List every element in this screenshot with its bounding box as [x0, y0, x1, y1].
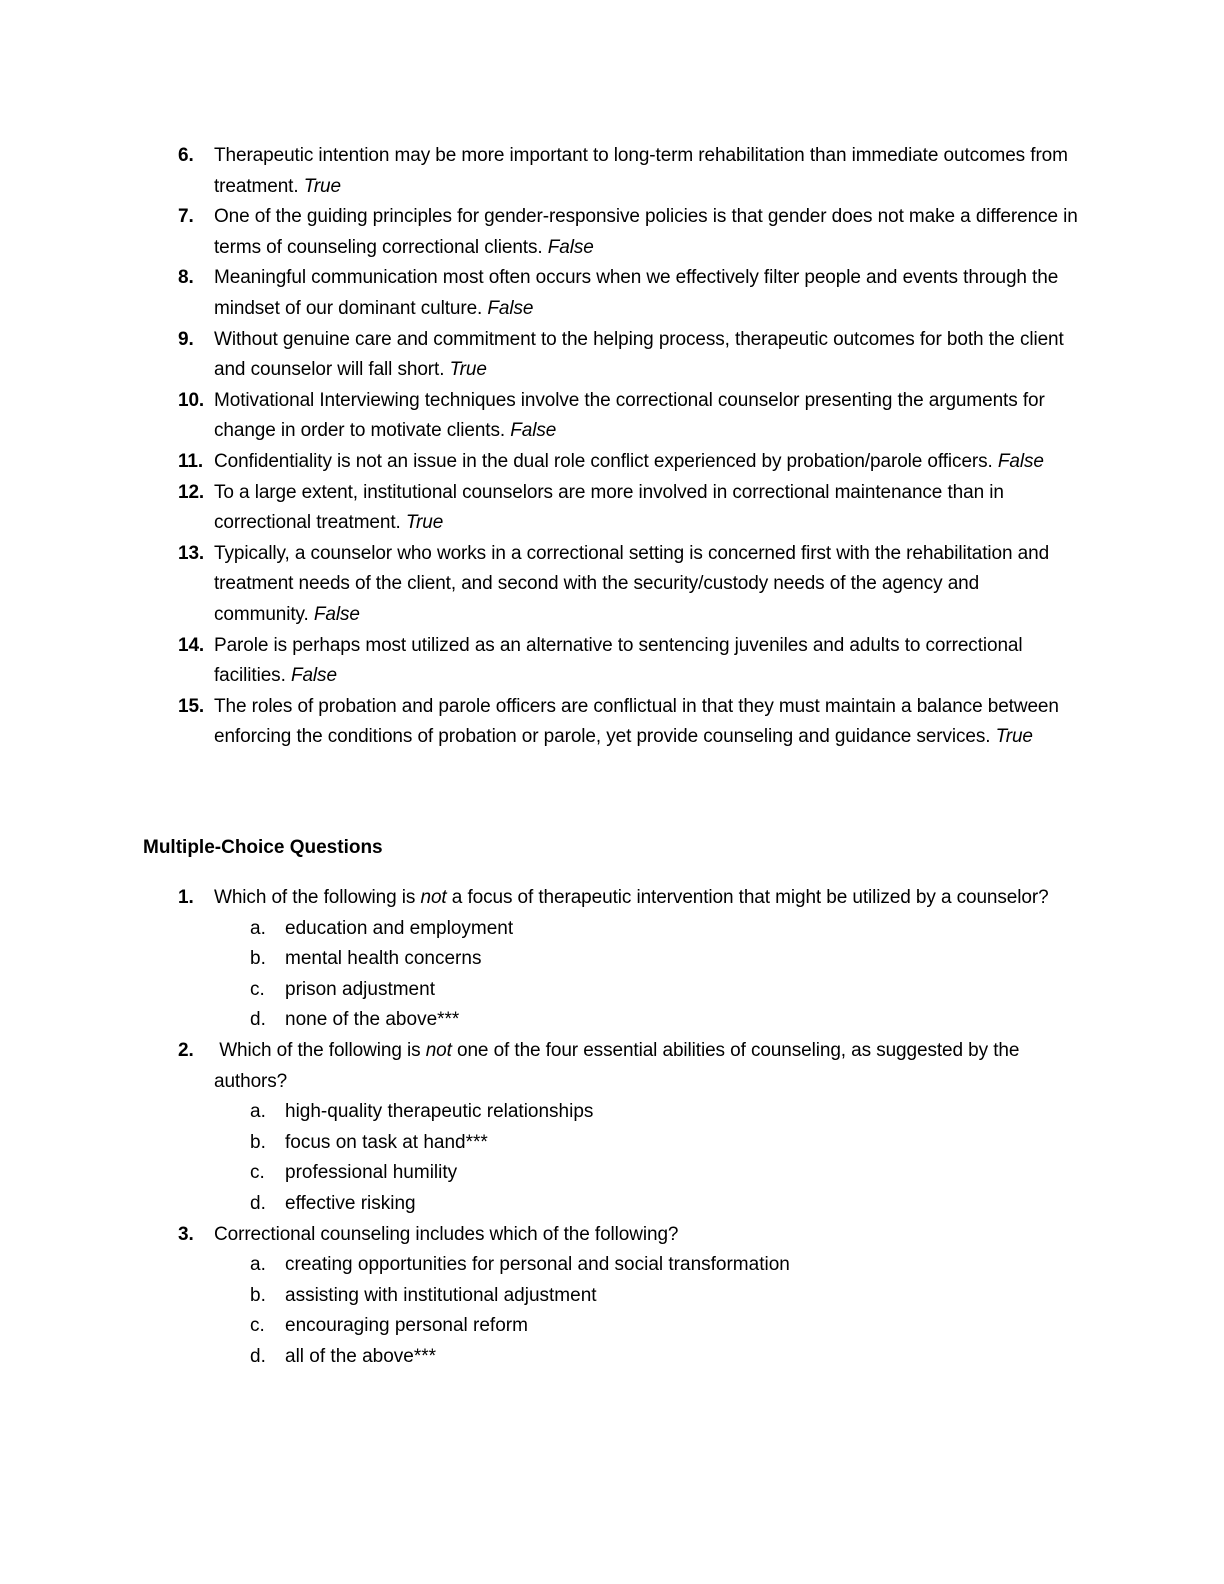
- multiple-choice-list: [178, 883, 1078, 1373]
- item-text: To a large extent, institutional counselors are more involved in correctional maintenance than in correctional treatment.: [214, 481, 1004, 534]
- answer-options: [178, 1097, 1078, 1219]
- option-text: focus on task at hand***: [285, 1131, 488, 1153]
- tf-item-8: [178, 263, 1078, 324]
- item-number: 15.: [178, 695, 205, 717]
- option-letter: d.: [250, 1192, 266, 1214]
- mc-question-1: [178, 883, 1078, 914]
- tf-item-10: [178, 386, 1078, 447]
- option-text: high-quality therapeutic relationships: [285, 1101, 594, 1123]
- item-text: Typically, a counselor who works in a correctional setting is concerned first with the rehabilitation and treatment needs of the client, and second with the security/custody needs of the agency and community.: [214, 542, 1050, 625]
- option-letter: a.: [250, 917, 266, 939]
- item-number: 10.: [178, 389, 205, 411]
- option-letter: d.: [250, 1009, 266, 1031]
- option: [178, 1342, 1078, 1373]
- option-letter: b.: [250, 948, 266, 970]
- item-number: 14.: [178, 634, 205, 656]
- option-letter: d.: [250, 1345, 266, 1367]
- option: [178, 1005, 1078, 1036]
- option-text: creating opportunities for personal and social transformation: [285, 1254, 790, 1276]
- tf-item-9: [178, 325, 1078, 386]
- item-answer: True: [995, 726, 1033, 748]
- question-number: 2.: [178, 1039, 194, 1061]
- question-text-start: Correctional counseling includes which of the following?: [214, 1223, 679, 1245]
- question-text-start: Which of the following is: [214, 887, 421, 908]
- option-text: mental health concerns: [285, 948, 482, 970]
- option-text: education and employment: [285, 917, 514, 939]
- answer-options: [178, 1250, 1078, 1372]
- option-letter: c.: [250, 1162, 265, 1184]
- question-number: 1.: [178, 887, 194, 908]
- item-answer: False: [997, 450, 1044, 472]
- item-answer: False: [313, 603, 360, 625]
- tf-item-7: [178, 202, 1078, 263]
- item-number: 12.: [178, 481, 205, 503]
- option-text: professional humility: [285, 1162, 458, 1184]
- item-text: The roles of probation and parole officers are conflictual in that they must maintain a balance between enforcing the conditions of probation or parole, yet provide counseling and guidance services.: [214, 695, 1059, 748]
- item-text: Parole is perhaps most utilized as an alternative to sentencing juveniles and adults to correctional facilities.: [214, 634, 1023, 687]
- item-text: Therapeutic intention may be more important to long-term rehabilitation than immediate outcomes from treatment.: [214, 145, 1068, 197]
- item-answer: False: [487, 297, 534, 319]
- tf-item-11: [178, 447, 1078, 478]
- option-text: prison adjustment: [285, 978, 435, 1000]
- option-text: assisting with institutional adjustment: [285, 1284, 597, 1306]
- tf-item-6: [178, 141, 1078, 202]
- item-answer: True: [405, 512, 444, 534]
- item-answer: False: [290, 665, 337, 687]
- option: [178, 1097, 1078, 1128]
- option: [178, 1189, 1078, 1220]
- item-number: 9.: [178, 328, 194, 350]
- true-false-list: [178, 141, 1078, 753]
- option-text: all of the above***: [285, 1345, 437, 1367]
- question-text-end: a focus of therapeutic intervention that might be utilized by a counselor?: [446, 887, 1049, 908]
- item-text: Confidentiality is not an issue in the dual role conflict experienced by probation/parole officers.: [214, 450, 993, 472]
- option: [178, 1311, 1078, 1342]
- option: [178, 1128, 1078, 1159]
- question-emphasis: not: [425, 1039, 452, 1061]
- option-text: encouraging personal reform: [285, 1315, 528, 1337]
- item-number: 13.: [178, 542, 205, 564]
- option-letter: c.: [250, 978, 265, 1000]
- option-text: effective risking: [285, 1192, 416, 1214]
- option: [178, 1250, 1078, 1281]
- option-letter: a.: [250, 1101, 266, 1123]
- item-answer: False: [510, 420, 557, 442]
- mc-question-3: [178, 1220, 1078, 1251]
- tf-item-14: [178, 631, 1078, 692]
- item-number: 8.: [178, 267, 194, 289]
- tf-item-15: [178, 692, 1078, 753]
- item-number: 7.: [178, 206, 194, 228]
- tf-item-12: [178, 478, 1078, 539]
- option-letter: c.: [250, 1315, 265, 1337]
- question-emphasis: not: [420, 887, 447, 908]
- question-text-start: Which of the following is: [214, 1039, 426, 1061]
- option: [178, 944, 1078, 975]
- item-text: One of the guiding principles for gender-responsive policies is that gender does not make a difference in terms of counseling correctional clients.: [214, 206, 1078, 258]
- question-number: 3.: [178, 1223, 194, 1245]
- option-letter: b.: [250, 1131, 266, 1153]
- tf-item-13: [178, 539, 1078, 631]
- item-number: 6.: [178, 145, 194, 166]
- item-answer: False: [547, 236, 594, 258]
- item-text: Without genuine care and commitment to the helping process, therapeutic outcomes for both the client and counselor will fall short.: [214, 328, 1064, 381]
- option: [178, 914, 1078, 945]
- question-text-end: one of the four essential abilities of counseling, as suggested by the authors?: [214, 1039, 1020, 1092]
- mc-question-2: [178, 1036, 1078, 1097]
- item-number: 11.: [178, 450, 204, 472]
- option-letter: b.: [250, 1284, 266, 1306]
- item-text: Motivational Interviewing techniques involve the correctional counselor presenting the arguments for change in order to motivate clients.: [214, 389, 1045, 442]
- option: [178, 975, 1078, 1006]
- option: [178, 1158, 1078, 1189]
- option-text: none of the above***: [285, 1009, 460, 1031]
- item-text: Meaningful communication most often occurs when we effectively filter people and events through the mindset of our dominant culture.: [214, 267, 1059, 319]
- option-letter: a.: [250, 1254, 266, 1276]
- option: [178, 1281, 1078, 1312]
- item-answer: True: [449, 359, 487, 381]
- item-answer: True: [303, 175, 341, 197]
- section-heading: Multiple-Choice Questions: [143, 837, 383, 858]
- answer-options: [178, 914, 1078, 1036]
